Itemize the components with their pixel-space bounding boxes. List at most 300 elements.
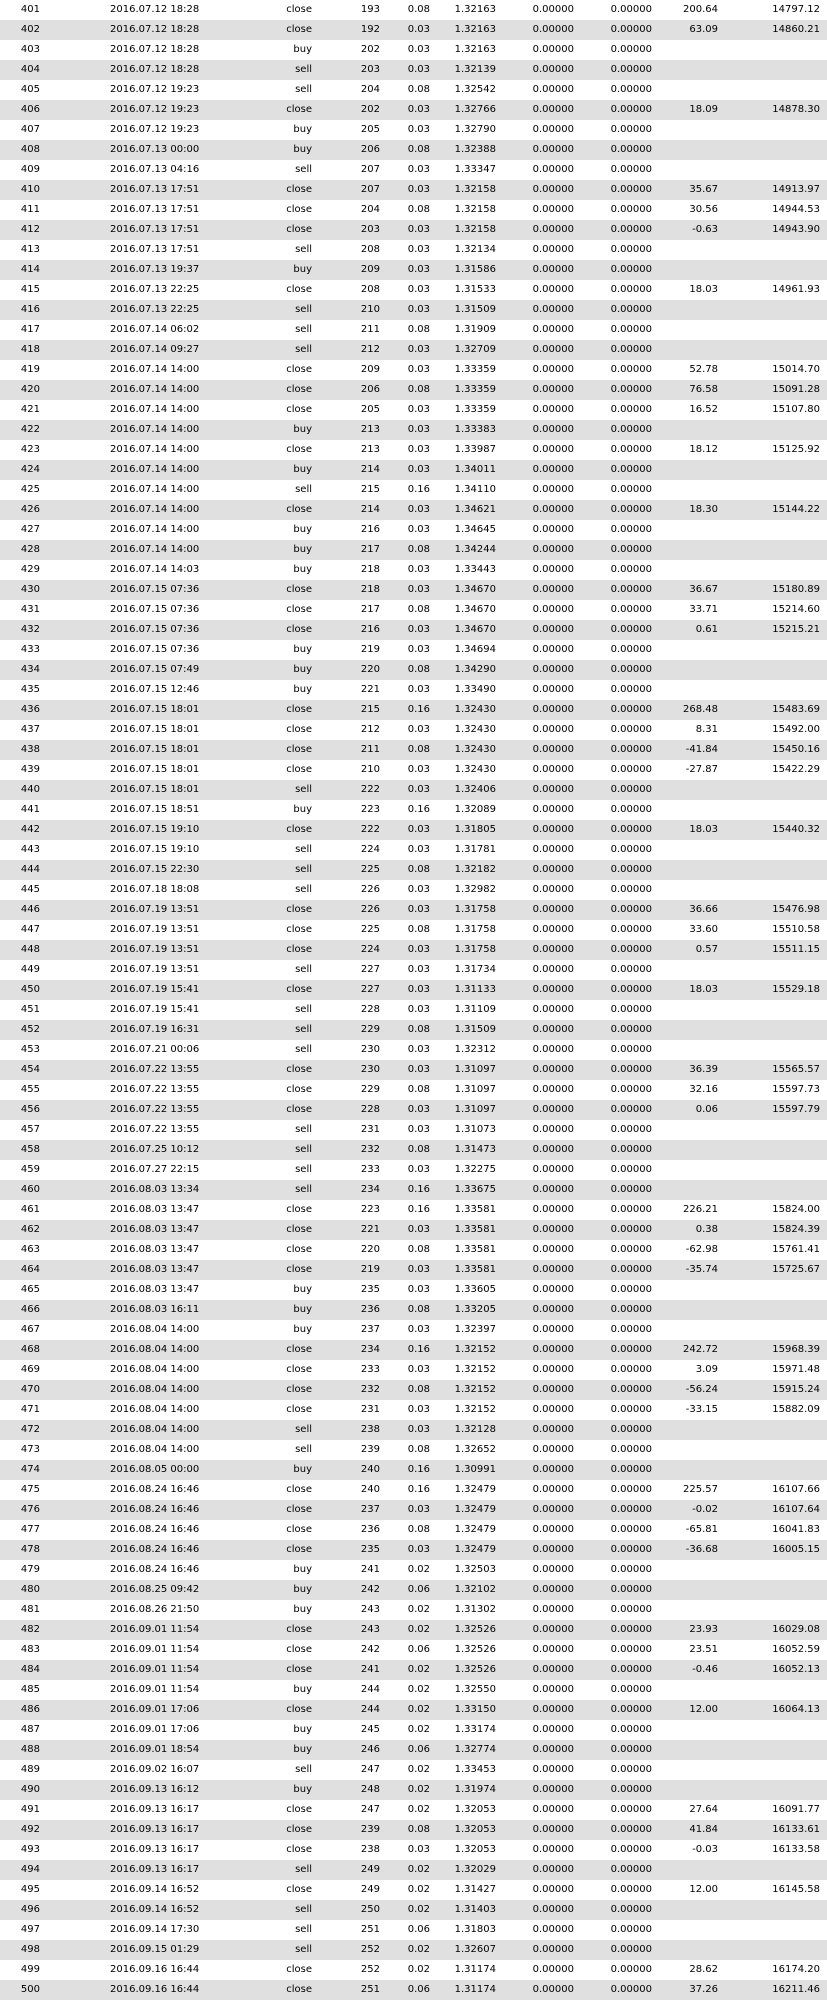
table-row [0, 1520, 827, 1540]
trade-price-cell: 1.32312 [454, 1044, 496, 1055]
profit-cell: -65.81 [685, 1524, 718, 1535]
trade-type-cell: close [286, 1404, 312, 1415]
take-profit-cell: 0.00000 [610, 524, 652, 535]
trade-size-cell: 0.08 [407, 1824, 430, 1835]
order-number-cell: 407 [20, 124, 40, 135]
trade-size-cell: 0.03 [407, 564, 430, 575]
trade-type-cell: buy [293, 1464, 312, 1475]
trade-price-cell: 1.32158 [454, 204, 496, 215]
trade-price-cell: 1.32158 [454, 184, 496, 195]
order-id-cell: 204 [360, 84, 380, 95]
trade-size-cell: 0.03 [407, 464, 430, 475]
order-id-cell: 234 [360, 1344, 380, 1355]
table-row [0, 1660, 827, 1680]
take-profit-cell: 0.00000 [610, 764, 652, 775]
trade-size-cell: 0.08 [407, 204, 430, 215]
order-number-cell: 497 [20, 1924, 40, 1935]
stop-loss-cell: 0.00000 [532, 104, 574, 115]
take-profit-cell: 0.00000 [610, 1144, 652, 1155]
trade-time-cell: 2016.07.25 10:12 [110, 1144, 200, 1155]
take-profit-cell: 0.00000 [610, 1024, 652, 1035]
profit-cell: 23.93 [689, 1624, 718, 1635]
profit-cell: -36.68 [685, 1544, 718, 1555]
table-row [0, 1020, 827, 1040]
stop-loss-cell: 0.00000 [532, 1864, 574, 1875]
trade-price-cell: 1.32982 [454, 884, 496, 895]
trade-type-cell: close [286, 1084, 312, 1095]
trade-type-cell: buy [293, 1744, 312, 1755]
trade-time-cell: 2016.07.15 18:01 [110, 784, 200, 795]
order-number-cell: 413 [20, 244, 40, 255]
profit-cell: 41.84 [689, 1824, 718, 1835]
profit-cell: 3.09 [695, 1364, 718, 1375]
trade-size-cell: 0.03 [407, 1284, 430, 1295]
take-profit-cell: 0.00000 [610, 1004, 652, 1015]
take-profit-cell: 0.00000 [610, 584, 652, 595]
take-profit-cell: 0.00000 [610, 1604, 652, 1615]
trade-price-cell: 1.31174 [454, 1964, 496, 1975]
stop-loss-cell: 0.00000 [532, 1404, 574, 1415]
balance-cell: 14860.21 [772, 24, 820, 35]
trade-time-cell: 2016.07.12 18:28 [110, 44, 200, 55]
trade-time-cell: 2016.07.12 19:23 [110, 84, 200, 95]
profit-cell: 52.78 [689, 364, 718, 375]
order-id-cell: 247 [360, 1804, 380, 1815]
order-id-cell: 214 [360, 464, 380, 475]
trade-size-cell: 0.02 [407, 1964, 430, 1975]
stop-loss-cell: 0.00000 [532, 1724, 574, 1735]
trade-size-cell: 0.08 [407, 1524, 430, 1535]
trade-time-cell: 2016.07.12 19:23 [110, 124, 200, 135]
trade-time-cell: 2016.07.13 00:00 [110, 144, 200, 155]
order-number-cell: 454 [20, 1064, 40, 1075]
trade-type-cell: sell [295, 1024, 312, 1035]
order-number-cell: 469 [20, 1364, 40, 1375]
trade-price-cell: 1.32503 [454, 1564, 496, 1575]
order-id-cell: 230 [360, 1044, 380, 1055]
trade-time-cell: 2016.08.24 16:46 [110, 1504, 200, 1515]
trade-size-cell: 0.08 [407, 544, 430, 555]
take-profit-cell: 0.00000 [610, 984, 652, 995]
table-row [0, 1460, 827, 1480]
order-number-cell: 481 [20, 1604, 40, 1615]
profit-cell: 28.62 [689, 1964, 718, 1975]
table-row [0, 380, 827, 400]
table-row [0, 400, 827, 420]
trade-type-cell: buy [293, 524, 312, 535]
balance-cell: 16107.66 [772, 1484, 820, 1495]
order-number-cell: 431 [20, 604, 40, 615]
profit-cell: 0.38 [695, 1224, 718, 1235]
profit-cell: 12.00 [689, 1704, 718, 1715]
stop-loss-cell: 0.00000 [532, 824, 574, 835]
trade-size-cell: 0.03 [407, 44, 430, 55]
take-profit-cell: 0.00000 [610, 84, 652, 95]
table-row [0, 940, 827, 960]
take-profit-cell: 0.00000 [610, 1084, 652, 1095]
table-row [0, 0, 827, 20]
trade-price-cell: 1.33605 [454, 1284, 496, 1295]
trade-price-cell: 1.33581 [454, 1264, 496, 1275]
profit-cell: 16.52 [689, 404, 718, 415]
trade-size-cell: 0.16 [407, 1184, 430, 1195]
trade-size-cell: 0.08 [407, 1244, 430, 1255]
order-number-cell: 460 [20, 1184, 40, 1195]
order-number-cell: 405 [20, 84, 40, 95]
profit-cell: 37.26 [689, 1984, 718, 1995]
table-row [0, 1900, 827, 1920]
order-id-cell: 238 [360, 1844, 380, 1855]
trade-size-cell: 0.03 [407, 844, 430, 855]
trade-time-cell: 2016.07.19 15:41 [110, 984, 200, 995]
trade-type-cell: sell [295, 164, 312, 175]
trade-price-cell: 1.31403 [454, 1904, 496, 1915]
trade-price-cell: 1.30991 [454, 1464, 496, 1475]
order-id-cell: 243 [360, 1604, 380, 1615]
order-id-cell: 209 [360, 364, 380, 375]
trade-price-cell: 1.32152 [454, 1404, 496, 1415]
table-row [0, 1880, 827, 1900]
take-profit-cell: 0.00000 [610, 1124, 652, 1135]
order-number-cell: 464 [20, 1264, 40, 1275]
trade-size-cell: 0.16 [407, 704, 430, 715]
trade-type-cell: sell [295, 1144, 312, 1155]
take-profit-cell: 0.00000 [610, 1864, 652, 1875]
table-row [0, 1080, 827, 1100]
trade-price-cell: 1.32406 [454, 784, 496, 795]
order-id-cell: 210 [360, 764, 380, 775]
trade-size-cell: 0.03 [407, 1544, 430, 1555]
balance-cell: 16133.58 [772, 1844, 820, 1855]
stop-loss-cell: 0.00000 [532, 804, 574, 815]
trade-type-cell: close [286, 1984, 312, 1995]
trade-type-cell: buy [293, 1724, 312, 1735]
order-id-cell: 234 [360, 1184, 380, 1195]
trade-price-cell: 1.33205 [454, 1304, 496, 1315]
trade-type-cell: sell [295, 1444, 312, 1455]
stop-loss-cell: 0.00000 [532, 324, 574, 335]
trade-size-cell: 0.02 [407, 1704, 430, 1715]
table-row [0, 600, 827, 620]
table-row [0, 840, 827, 860]
order-number-cell: 489 [20, 1764, 40, 1775]
stop-loss-cell: 0.00000 [532, 64, 574, 75]
table-row [0, 1380, 827, 1400]
trade-size-cell: 0.03 [407, 624, 430, 635]
trade-size-cell: 0.06 [407, 1584, 430, 1595]
take-profit-cell: 0.00000 [610, 1704, 652, 1715]
order-id-cell: 222 [360, 784, 380, 795]
trade-type-cell: close [286, 1064, 312, 1075]
balance-cell: 14944.53 [772, 204, 820, 215]
take-profit-cell: 0.00000 [610, 1424, 652, 1435]
order-id-cell: 233 [360, 1364, 380, 1375]
stop-loss-cell: 0.00000 [532, 564, 574, 575]
balance-cell: 16133.61 [772, 1824, 820, 1835]
trade-time-cell: 2016.07.15 18:01 [110, 704, 200, 715]
stop-loss-cell: 0.00000 [532, 524, 574, 535]
order-number-cell: 450 [20, 984, 40, 995]
trade-price-cell: 1.31473 [454, 1144, 496, 1155]
trade-price-cell: 1.32134 [454, 244, 496, 255]
trade-time-cell: 2016.07.14 09:27 [110, 344, 200, 355]
trade-time-cell: 2016.07.19 13:51 [110, 964, 200, 975]
trade-price-cell: 1.32479 [454, 1544, 496, 1555]
balance-cell: 15915.24 [772, 1384, 820, 1395]
take-profit-cell: 0.00000 [610, 744, 652, 755]
take-profit-cell: 0.00000 [610, 484, 652, 495]
trade-time-cell: 2016.07.14 14:00 [110, 524, 200, 535]
balance-cell: 15529.18 [772, 984, 820, 995]
table-row [0, 280, 827, 300]
stop-loss-cell: 0.00000 [532, 704, 574, 715]
profit-cell: -27.87 [685, 764, 718, 775]
table-row [0, 1180, 827, 1200]
take-profit-cell: 0.00000 [610, 684, 652, 695]
profit-cell: -41.84 [685, 744, 718, 755]
trade-size-cell: 0.03 [407, 124, 430, 135]
trade-size-cell: 0.02 [407, 1904, 430, 1915]
table-row [0, 1840, 827, 1860]
take-profit-cell: 0.00000 [610, 724, 652, 735]
profit-cell: -35.74 [685, 1264, 718, 1275]
stop-loss-cell: 0.00000 [532, 1624, 574, 1635]
order-id-cell: 206 [360, 384, 380, 395]
trade-type-cell: close [286, 1104, 312, 1115]
table-row [0, 20, 827, 40]
trade-time-cell: 2016.07.15 19:10 [110, 844, 200, 855]
trade-type-cell: close [286, 584, 312, 595]
trade-size-cell: 0.03 [407, 164, 430, 175]
take-profit-cell: 0.00000 [610, 1584, 652, 1595]
trade-size-cell: 0.16 [407, 1204, 430, 1215]
profit-cell: 33.71 [689, 604, 718, 615]
trade-type-cell: close [286, 1704, 312, 1715]
trade-price-cell: 1.32430 [454, 724, 496, 735]
take-profit-cell: 0.00000 [610, 1644, 652, 1655]
table-row [0, 1300, 827, 1320]
trade-size-cell: 0.03 [407, 644, 430, 655]
trade-size-cell: 0.03 [407, 404, 430, 415]
table-row [0, 1620, 827, 1640]
take-profit-cell: 0.00000 [610, 464, 652, 475]
order-id-cell: 242 [360, 1644, 380, 1655]
trade-type-cell: close [286, 224, 312, 235]
table-row [0, 720, 827, 740]
order-number-cell: 448 [20, 944, 40, 955]
order-number-cell: 487 [20, 1724, 40, 1735]
trade-size-cell: 0.03 [407, 104, 430, 115]
order-id-cell: 218 [360, 564, 380, 575]
balance-cell: 16064.13 [772, 1704, 820, 1715]
profit-cell: 18.03 [689, 984, 718, 995]
balance-cell: 15882.09 [772, 1404, 820, 1415]
balance-cell: 16029.08 [772, 1624, 820, 1635]
table-row [0, 1120, 827, 1140]
balance-cell: 15565.57 [772, 1064, 820, 1075]
trade-price-cell: 1.34110 [454, 484, 496, 495]
order-id-cell: 231 [360, 1404, 380, 1415]
order-id-cell: 252 [360, 1964, 380, 1975]
trade-time-cell: 2016.08.24 16:46 [110, 1524, 200, 1535]
table-row [0, 1000, 827, 1020]
take-profit-cell: 0.00000 [610, 1944, 652, 1955]
order-id-cell: 212 [360, 344, 380, 355]
trade-size-cell: 0.08 [407, 864, 430, 875]
trade-type-cell: close [286, 704, 312, 715]
table-row [0, 1700, 827, 1720]
profit-cell: 0.61 [695, 624, 718, 635]
table-row [0, 660, 827, 680]
trade-time-cell: 2016.07.22 13:55 [110, 1124, 200, 1135]
trade-type-cell: close [286, 1644, 312, 1655]
trade-type-cell: close [286, 604, 312, 615]
order-number-cell: 422 [20, 424, 40, 435]
order-number-cell: 471 [20, 1404, 40, 1415]
trade-type-cell: sell [295, 1764, 312, 1775]
order-id-cell: 215 [360, 704, 380, 715]
take-profit-cell: 0.00000 [610, 144, 652, 155]
trade-size-cell: 0.08 [407, 604, 430, 615]
trade-size-cell: 0.02 [407, 1864, 430, 1875]
trade-time-cell: 2016.07.14 14:00 [110, 364, 200, 375]
stop-loss-cell: 0.00000 [532, 664, 574, 675]
take-profit-cell: 0.00000 [610, 1304, 652, 1315]
order-number-cell: 484 [20, 1664, 40, 1675]
table-row [0, 900, 827, 920]
trade-price-cell: 1.34670 [454, 624, 496, 635]
take-profit-cell: 0.00000 [610, 784, 652, 795]
balance-cell: 15483.69 [772, 704, 820, 715]
trade-time-cell: 2016.07.13 17:51 [110, 244, 200, 255]
trade-time-cell: 2016.08.04 14:00 [110, 1324, 200, 1335]
trade-type-cell: sell [295, 884, 312, 895]
table-row [0, 760, 827, 780]
order-id-cell: 207 [360, 164, 380, 175]
order-id-cell: 236 [360, 1524, 380, 1535]
take-profit-cell: 0.00000 [610, 1284, 652, 1295]
trade-size-cell: 0.03 [407, 1124, 430, 1135]
stop-loss-cell: 0.00000 [532, 124, 574, 135]
trade-size-cell: 0.06 [407, 1924, 430, 1935]
stop-loss-cell: 0.00000 [532, 304, 574, 315]
trade-price-cell: 1.32766 [454, 104, 496, 115]
order-number-cell: 496 [20, 1904, 40, 1915]
trade-type-cell: close [286, 1844, 312, 1855]
trade-price-cell: 1.31805 [454, 824, 496, 835]
profit-cell: -0.03 [692, 1844, 718, 1855]
stop-loss-cell: 0.00000 [532, 1124, 574, 1135]
profit-cell: 36.39 [689, 1064, 718, 1075]
order-id-cell: 214 [360, 504, 380, 515]
profit-cell: -56.24 [685, 1384, 718, 1395]
order-id-cell: 219 [360, 1264, 380, 1275]
order-number-cell: 451 [20, 1004, 40, 1015]
trade-price-cell: 1.31097 [454, 1104, 496, 1115]
order-id-cell: 238 [360, 1424, 380, 1435]
order-number-cell: 473 [20, 1444, 40, 1455]
trade-type-cell: sell [295, 1044, 312, 1055]
take-profit-cell: 0.00000 [610, 1984, 652, 1995]
trade-size-cell: 0.03 [407, 1324, 430, 1335]
trade-time-cell: 2016.08.04 14:00 [110, 1364, 200, 1375]
stop-loss-cell: 0.00000 [532, 464, 574, 475]
take-profit-cell: 0.00000 [610, 1364, 652, 1375]
stop-loss-cell: 0.00000 [532, 1164, 574, 1175]
take-profit-cell: 0.00000 [610, 24, 652, 35]
order-id-cell: 211 [360, 324, 380, 335]
trade-size-cell: 0.03 [407, 1264, 430, 1275]
trade-size-cell: 0.03 [407, 684, 430, 695]
order-id-cell: 227 [360, 964, 380, 975]
profit-cell: 242.72 [683, 1344, 718, 1355]
trade-time-cell: 2016.07.14 14:00 [110, 444, 200, 455]
stop-loss-cell: 0.00000 [532, 1784, 574, 1795]
trade-size-cell: 0.03 [407, 444, 430, 455]
take-profit-cell: 0.00000 [610, 304, 652, 315]
trade-type-cell: close [286, 764, 312, 775]
trade-time-cell: 2016.08.05 00:00 [110, 1464, 200, 1475]
trade-price-cell: 1.32182 [454, 864, 496, 875]
trade-price-cell: 1.32542 [454, 84, 496, 95]
trade-time-cell: 2016.09.01 18:54 [110, 1744, 200, 1755]
trade-time-cell: 2016.07.18 18:08 [110, 884, 200, 895]
order-id-cell: 235 [360, 1284, 380, 1295]
trade-time-cell: 2016.08.24 16:46 [110, 1564, 200, 1575]
balance-cell: 15597.73 [772, 1084, 820, 1095]
order-number-cell: 444 [20, 864, 40, 875]
table-row [0, 200, 827, 220]
stop-loss-cell: 0.00000 [532, 1764, 574, 1775]
order-id-cell: 213 [360, 444, 380, 455]
trade-type-cell: close [286, 1244, 312, 1255]
order-number-cell: 441 [20, 804, 40, 815]
order-id-cell: 235 [360, 1544, 380, 1555]
order-number-cell: 491 [20, 1804, 40, 1815]
trade-size-cell: 0.03 [407, 1364, 430, 1375]
trade-type-cell: buy [293, 1784, 312, 1795]
stop-loss-cell: 0.00000 [532, 904, 574, 915]
trade-time-cell: 2016.07.15 18:51 [110, 804, 200, 815]
trade-size-cell: 0.03 [407, 784, 430, 795]
trade-type-cell: sell [295, 1864, 312, 1875]
table-row [0, 480, 827, 500]
trade-type-cell: close [286, 1824, 312, 1835]
balance-cell: 14943.90 [772, 224, 820, 235]
trade-price-cell: 1.31073 [454, 1124, 496, 1135]
trade-price-cell: 1.31909 [454, 324, 496, 335]
trade-size-cell: 0.03 [407, 584, 430, 595]
order-id-cell: 226 [360, 884, 380, 895]
order-id-cell: 226 [360, 904, 380, 915]
trade-price-cell: 1.32163 [454, 44, 496, 55]
order-number-cell: 498 [20, 1944, 40, 1955]
balance-cell: 15492.00 [772, 724, 820, 735]
profit-cell: 36.66 [689, 904, 718, 915]
trade-price-cell: 1.33174 [454, 1724, 496, 1735]
trade-price-cell: 1.31533 [454, 284, 496, 295]
take-profit-cell: 0.00000 [610, 264, 652, 275]
trade-price-cell: 1.32053 [454, 1804, 496, 1815]
table-row [0, 140, 827, 160]
table-row [0, 520, 827, 540]
order-id-cell: 208 [360, 244, 380, 255]
table-row [0, 580, 827, 600]
order-number-cell: 410 [20, 184, 40, 195]
table-row [0, 1760, 827, 1780]
trade-type-cell: close [286, 1664, 312, 1675]
trade-size-cell: 0.08 [407, 4, 430, 15]
